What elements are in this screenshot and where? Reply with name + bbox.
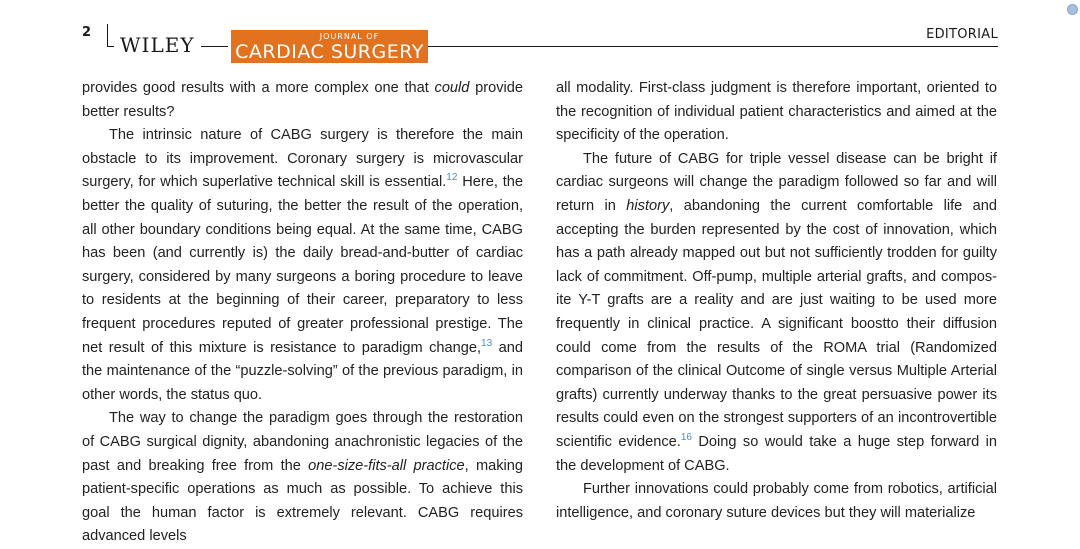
- text-run: provides good results with a more complex one that: [82, 80, 435, 96]
- text-run: Doing so would take a huge step forward in the development of CABG.: [556, 433, 997, 474]
- scroll-indicator-icon[interactable]: [1067, 4, 1078, 15]
- text-run: The intrinsic nature of CABG surgery is therefore the main obstacle to its improvement. Coronary surgery is microvascular surgery, for which superlative technical skill is essential.: [82, 127, 523, 191]
- citation-link[interactable]: 16: [680, 432, 692, 444]
- page-number: 2: [82, 25, 92, 40]
- text-run: The way to change the paradigm goes through the restoration of CABG surgical dignity, abandoning anachronistic legacies of the past and breaking free from the: [82, 410, 523, 474]
- paragraph: all modality. First-class judgment is therefore important, oriented to the recognition of individual patient characteristics and aimed at the specificity of the operation.: [556, 80, 997, 144]
- text-run: , making patient-specific operations as much as possible. To achieve this goal the human factor is extremely relevant. CABG requires advanced levels: [82, 457, 523, 545]
- emphasis: could: [434, 80, 470, 96]
- text-run: provide better results?: [82, 80, 523, 120]
- left-column: [82, 77, 523, 549]
- paragraph: [82, 77, 523, 124]
- text-run: The future of CABG for triple vessel disease can be bright if cardiac surgeons will change the paradigm followed so far and will return in: [556, 150, 997, 214]
- text-run: , abandoning the current comfortable life and accepting the burden represented by the cost of innovation, which has a path already mapped out but not sufficiently trodden for guilty lack of commitment. Off-pump, multiple arterial grafts, and compos-ite Y-T grafts are a reality and are just waiting to be used more frequently in clinical practice. A significant boostto their diffusion could come from the results of the ROMA trial (Randomized comparison of the clinical Outcome of single versus Multiple Arterial grafts) currently underway thanks to the great persuasive power its results could even on the strongest supporters of an incontrovertible scientific evidence.: [556, 197, 997, 450]
- publisher-logo: WILEY: [114, 32, 201, 58]
- paragraph: Further innovations could probably come from robotics, artificial intelligence, and coronary suture devices but they will materialize: [556, 481, 997, 521]
- paragraph: [82, 407, 523, 549]
- journal-logo-title: CARDIAC SURGERY: [235, 41, 424, 63]
- text-run: and the maintenance of the “puzzle-solving” of the previous paradigm, in other words, the status quo.: [82, 339, 524, 403]
- page-header: [82, 22, 998, 62]
- text-run: Here, the better the quality of suturing, the better the result of the operation, all other boundary conditions being equal. At the same time, CABG has been (and currently is) the daily bread-and-butter of cardiac surgery, considered by many surgeons a boring procedure to leave to residents at the beginning of their career, preparatory to less frequent procedures reputed of greater professional prestige. The net result of this mixture is resistance to paradigm change,: [82, 174, 523, 356]
- citation-link[interactable]: 13: [481, 337, 493, 349]
- journal-logo: [228, 30, 428, 63]
- citation-link[interactable]: 12: [446, 172, 458, 184]
- paragraph: [556, 148, 997, 478]
- right-column: [556, 77, 997, 525]
- header-tick: [107, 24, 108, 46]
- journal-logo-small: JOURNAL OF: [319, 32, 380, 41]
- section-label: EDITORIAL: [926, 27, 998, 42]
- emphasis: history: [626, 197, 670, 214]
- emphasis: one-size-fits-all practice: [308, 457, 465, 474]
- paragraph: [82, 124, 523, 407]
